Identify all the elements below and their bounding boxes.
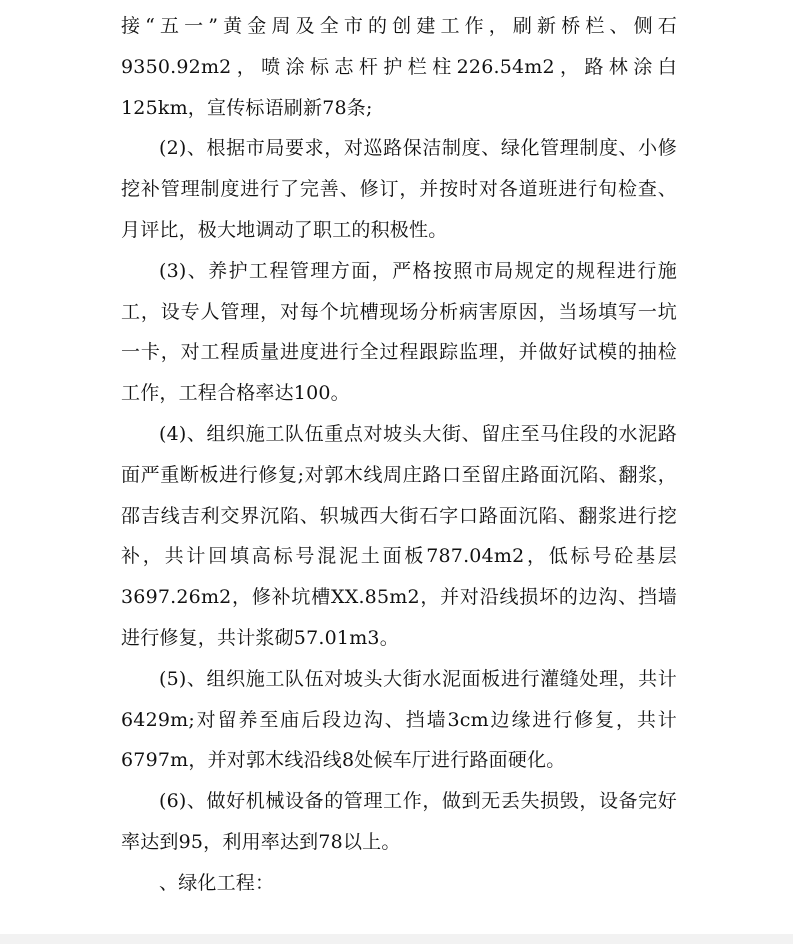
paragraph-item-2: (2)、根据市局要求，对巡路保洁制度、绿化管理制度、小修挖补管理制度进行了完善、修订，并按时对各道班进行旬检查、月评比，极大地调动了职工的积极性。 bbox=[121, 137, 677, 241]
paragraph-item-4: (4)、组织施工队伍重点对坡头大街、留庄至马住段的水泥路面严重断板进行修复;对郭木线周庄路口至留庄路面沉陷、翻浆，邵吉线吉利交界沉陷、轵城西大街石字口路面沉陷、翻浆进行挖补，共计回填高标号混泥土面板787.04m2，低标号砼基层3697.26m2，修补坑槽XX.85m2，并对沿线损坏的边沟、挡墙进行修复，共计浆砌57.01m3。 bbox=[121, 422, 677, 649]
paragraph-item-6: (6)、做好机械设备的管理工作，做到无丢失损毁，设备完好率达到95，利用率达到78以上。 bbox=[121, 790, 677, 853]
paragraph-item-3: (3)、养护工程管理方面，严格按照市局规定的规程进行施工，设专人管理，对每个坑槽现场分析病害原因，当场填写一坑一卡，对工程质量进度进行全过程跟踪监理，并做好试模的抽检工作，工程合格率达100。 bbox=[121, 259, 677, 405]
paragraph-continuation: 接“五一”黄金周及全市的创建工作，刷新桥栏、侧石9350.92m2，喷涂标志杆护栏柱226.54m2，路林涂白125km，宣传标语刷新78条; bbox=[121, 15, 677, 119]
paragraph-item-5: (5)、组织施工队伍对坡头大街水泥面板进行灌缝处理，共计6429m;对留养至庙后段边沟、挡墙3cm边缘进行修复，共计6797m，并对郭木线沿线8处候车厅进行路面硬化。 bbox=[121, 667, 677, 772]
document-body bbox=[121, 6, 677, 904]
section-heading-greening: 、绿化工程： bbox=[159, 871, 275, 894]
page-bottom-divider bbox=[0, 934, 793, 944]
